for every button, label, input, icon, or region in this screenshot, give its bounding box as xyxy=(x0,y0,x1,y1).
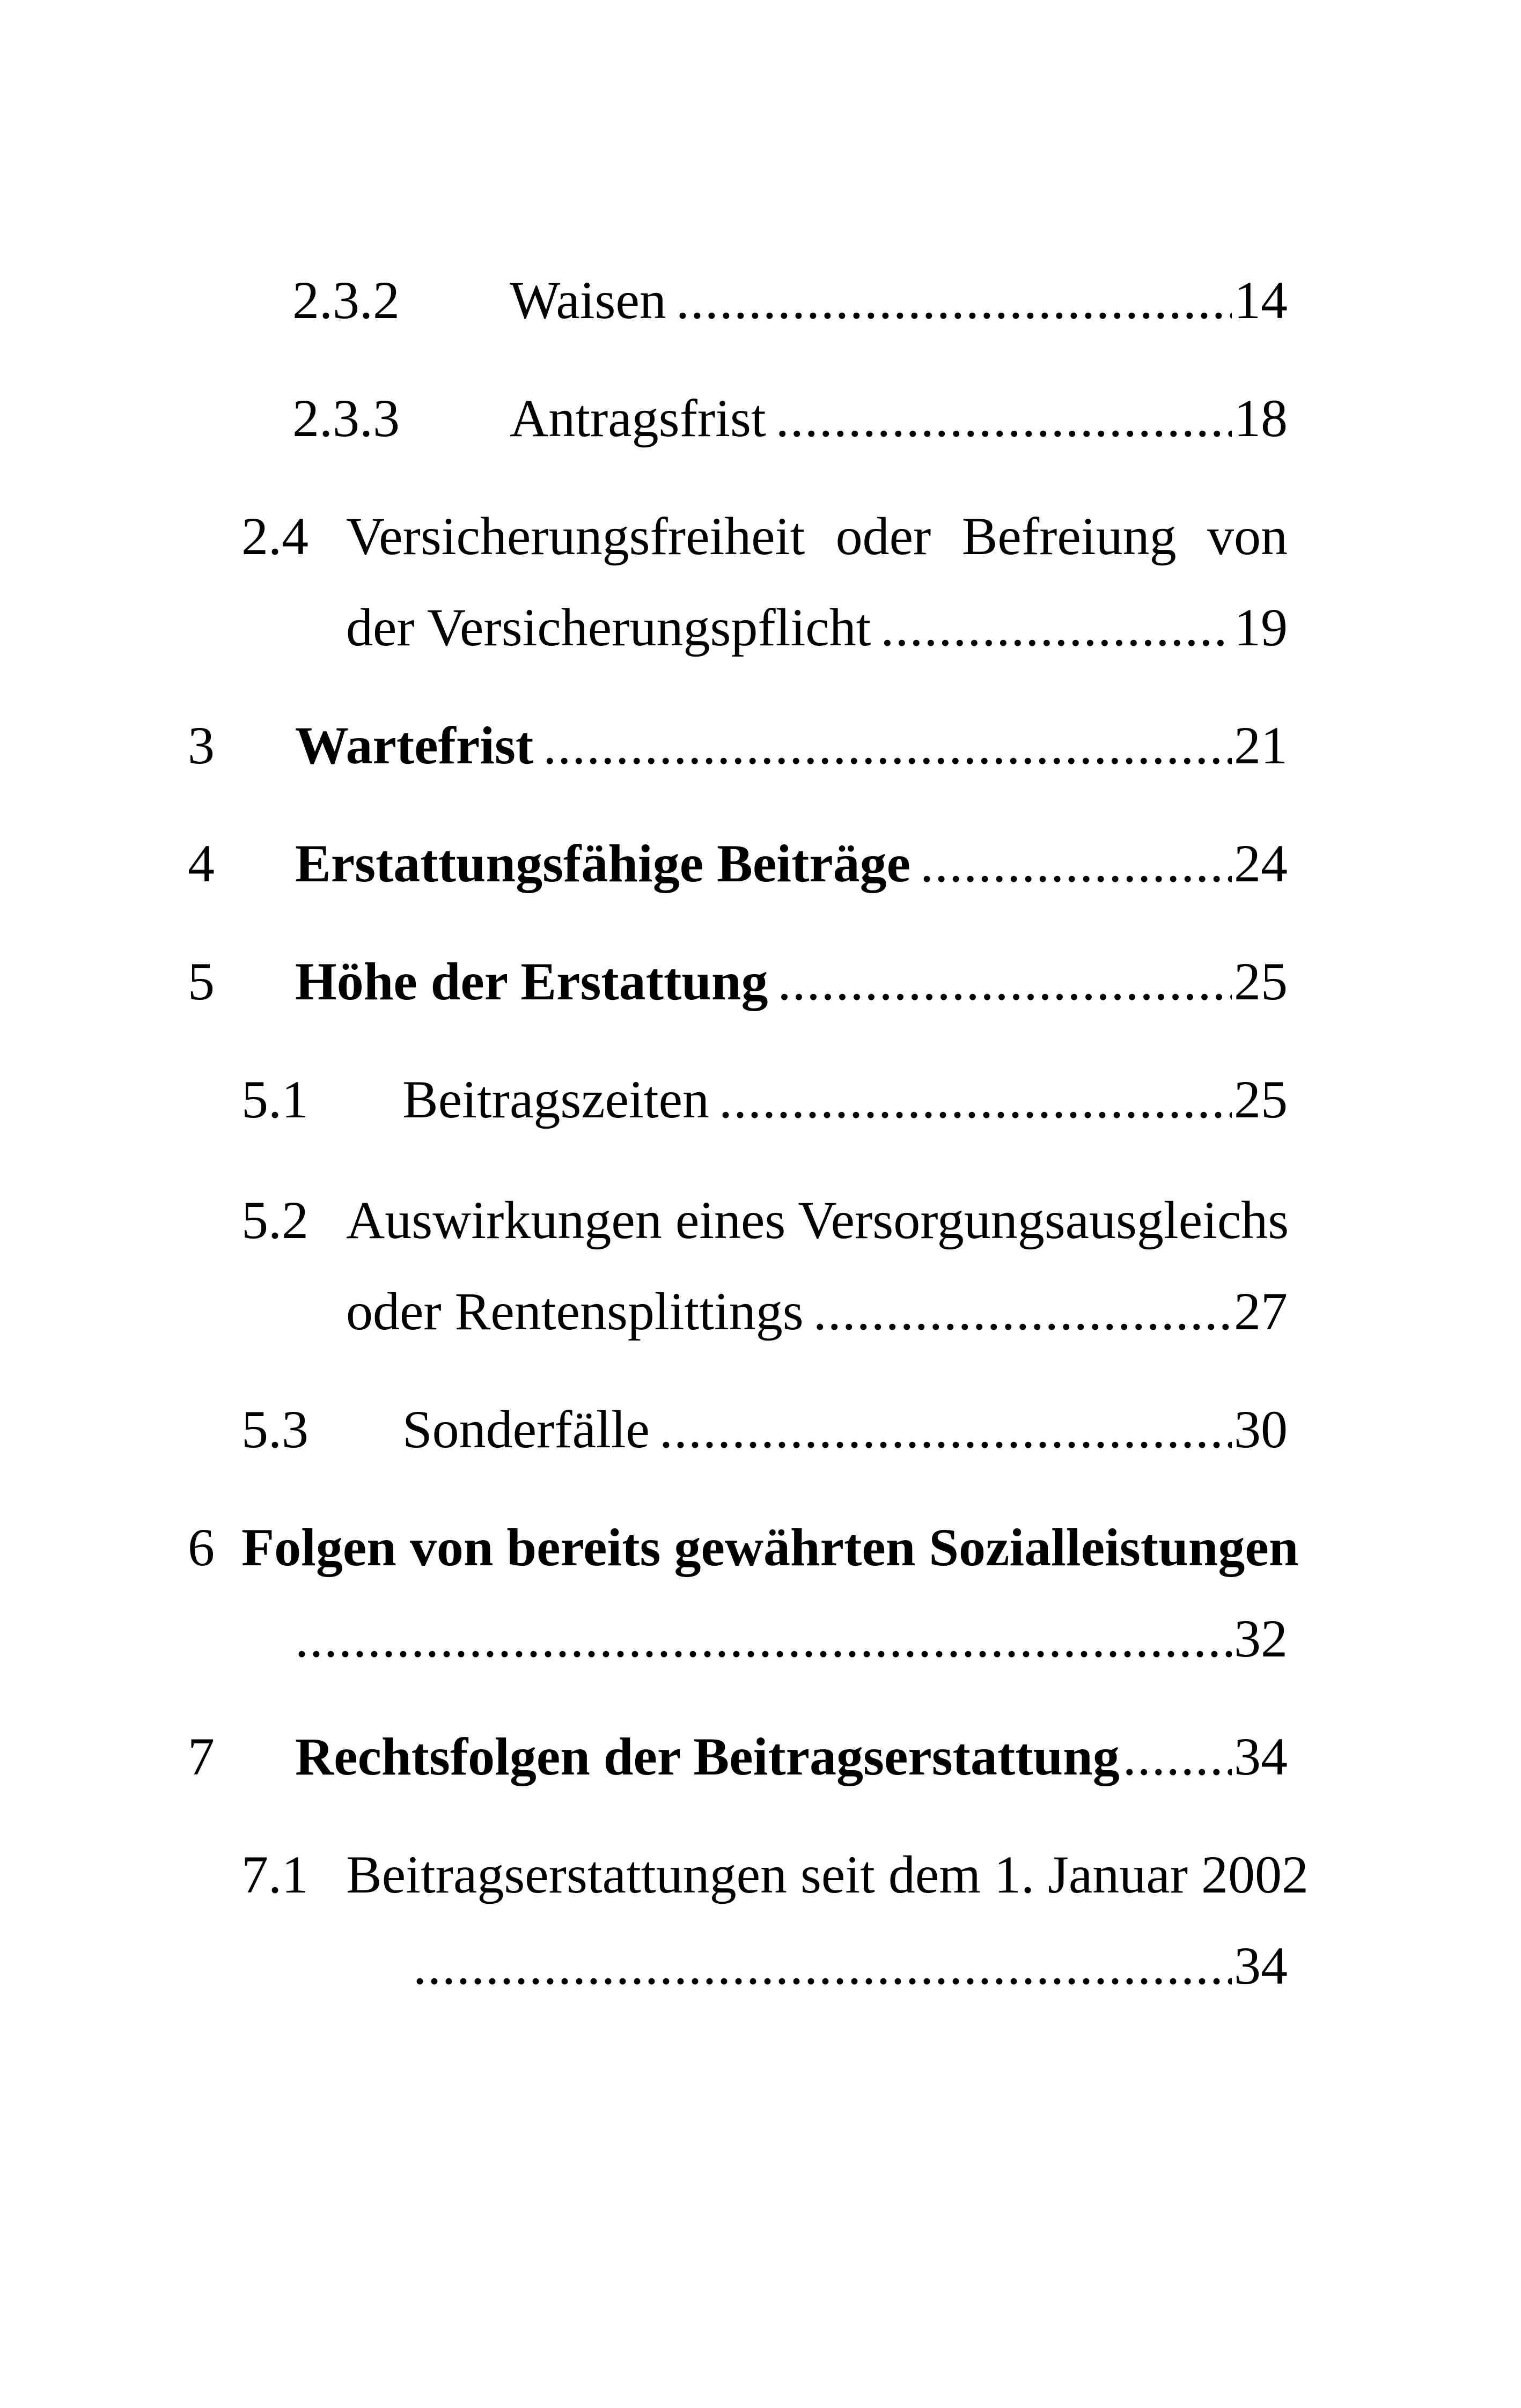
toc-page-number: 25 xyxy=(1234,1070,1288,1129)
toc-entry-number: 7 xyxy=(188,1727,215,1786)
toc-entry-5-2-line1: Auswirkungen eines Versorgungsausgleichs xyxy=(346,1190,1289,1250)
toc-page-number: 27 xyxy=(1234,1282,1288,1341)
toc-entry-title: Sonderfälle xyxy=(402,1400,650,1459)
toc-entry-7-1-line1: Beitragserstattungen seit dem 1. Januar 2002 xyxy=(346,1845,1309,1904)
toc-entry-3 xyxy=(295,716,1288,775)
toc-entry-number: 4 xyxy=(188,834,215,893)
toc-entry-title: Höhe der Erstattung xyxy=(295,952,768,1011)
toc-entry-number: 2.3.2 xyxy=(292,270,400,330)
toc-leader xyxy=(719,1073,1232,1126)
toc-number-container xyxy=(241,1845,308,1904)
toc-entry-number: 2.4 xyxy=(241,506,308,566)
toc-number-container xyxy=(292,388,400,448)
toc-leader xyxy=(676,274,1232,327)
toc-entry-title: Erstattungsfähige Beiträge xyxy=(295,834,911,893)
toc-leader xyxy=(920,837,1232,890)
toc-entry-number: 5 xyxy=(188,952,215,1011)
toc-entry-2-3-3 xyxy=(510,388,1288,448)
toc-entry-7 xyxy=(295,1727,1288,1786)
toc-page-number: 30 xyxy=(1234,1400,1288,1459)
toc-entry-number: 5.1 xyxy=(241,1070,308,1129)
toc-entry-5-1 xyxy=(402,1070,1288,1129)
toc-entry-4 xyxy=(295,834,1288,893)
toc-leader xyxy=(543,719,1232,772)
toc-number-container xyxy=(241,506,308,566)
toc-leader xyxy=(813,1285,1232,1338)
toc-entry-title: Antragsfrist xyxy=(510,388,766,448)
toc-number-container xyxy=(188,952,215,1011)
toc-page-number: 25 xyxy=(1234,952,1288,1011)
toc-leader xyxy=(1123,1730,1232,1784)
toc-page-number: 24 xyxy=(1234,834,1288,893)
toc-entry-5 xyxy=(295,952,1288,1011)
toc-page-number: 34 xyxy=(1234,1936,1288,1995)
toc-entry-2-4 xyxy=(346,598,1288,657)
toc-number-container xyxy=(241,1190,308,1250)
toc-number-container xyxy=(188,834,215,893)
toc-entry-7-1 xyxy=(413,1936,1288,1995)
toc-entry-title: oder Rentensplittings xyxy=(346,1282,804,1341)
toc-leader xyxy=(880,601,1232,654)
toc-entry-2-3-2 xyxy=(510,270,1288,330)
toc-entry-2-4-line1: Versicherungsfreiheit oder Befreiung von xyxy=(346,506,1288,566)
toc-number-container xyxy=(188,1727,215,1786)
toc-page-number: 14 xyxy=(1234,270,1288,330)
toc-page-number: 18 xyxy=(1234,388,1288,448)
toc-entry-title: der Versicherungspflicht xyxy=(346,598,871,657)
toc-page-number: 32 xyxy=(1234,1609,1288,1668)
toc-page-number: 21 xyxy=(1234,716,1288,775)
toc-entry-6-line1: Folgen von bereits gewährten Sozialleistungen xyxy=(241,1518,1299,1577)
toc-number-container xyxy=(241,1400,308,1459)
toc-number-container xyxy=(188,1518,215,1577)
toc-entry-5-3 xyxy=(402,1400,1288,1459)
toc-entry-number: 5.3 xyxy=(241,1400,308,1459)
toc-entry-title: Wartefrist xyxy=(295,716,534,775)
toc-entry-number: 3 xyxy=(188,716,215,775)
toc-number-container xyxy=(292,270,400,330)
toc-entry-number: 6 xyxy=(188,1518,215,1577)
toc-entry-title: Beitragszeiten xyxy=(402,1070,709,1129)
toc-number-container xyxy=(188,716,215,775)
toc-leader xyxy=(778,955,1232,1008)
toc-leader xyxy=(776,392,1232,445)
toc-entry-6 xyxy=(295,1609,1288,1668)
toc-page-number: 19 xyxy=(1234,598,1288,657)
toc-leader xyxy=(659,1403,1232,1456)
toc-leader xyxy=(413,1939,1232,1993)
toc-leader xyxy=(295,1612,1232,1666)
toc-page-number: 34 xyxy=(1234,1727,1288,1786)
toc-entry-title: Rechtsfolgen der Beitragserstattung xyxy=(295,1727,1120,1786)
toc-entry-5-2 xyxy=(346,1282,1288,1341)
toc-entry-number: 2.3.3 xyxy=(292,388,400,448)
toc-entry-number: 7.1 xyxy=(241,1845,308,1904)
toc-entry-number: 5.2 xyxy=(241,1190,308,1250)
toc-number-container xyxy=(241,1070,308,1129)
toc-entry-title: Waisen xyxy=(510,270,666,330)
